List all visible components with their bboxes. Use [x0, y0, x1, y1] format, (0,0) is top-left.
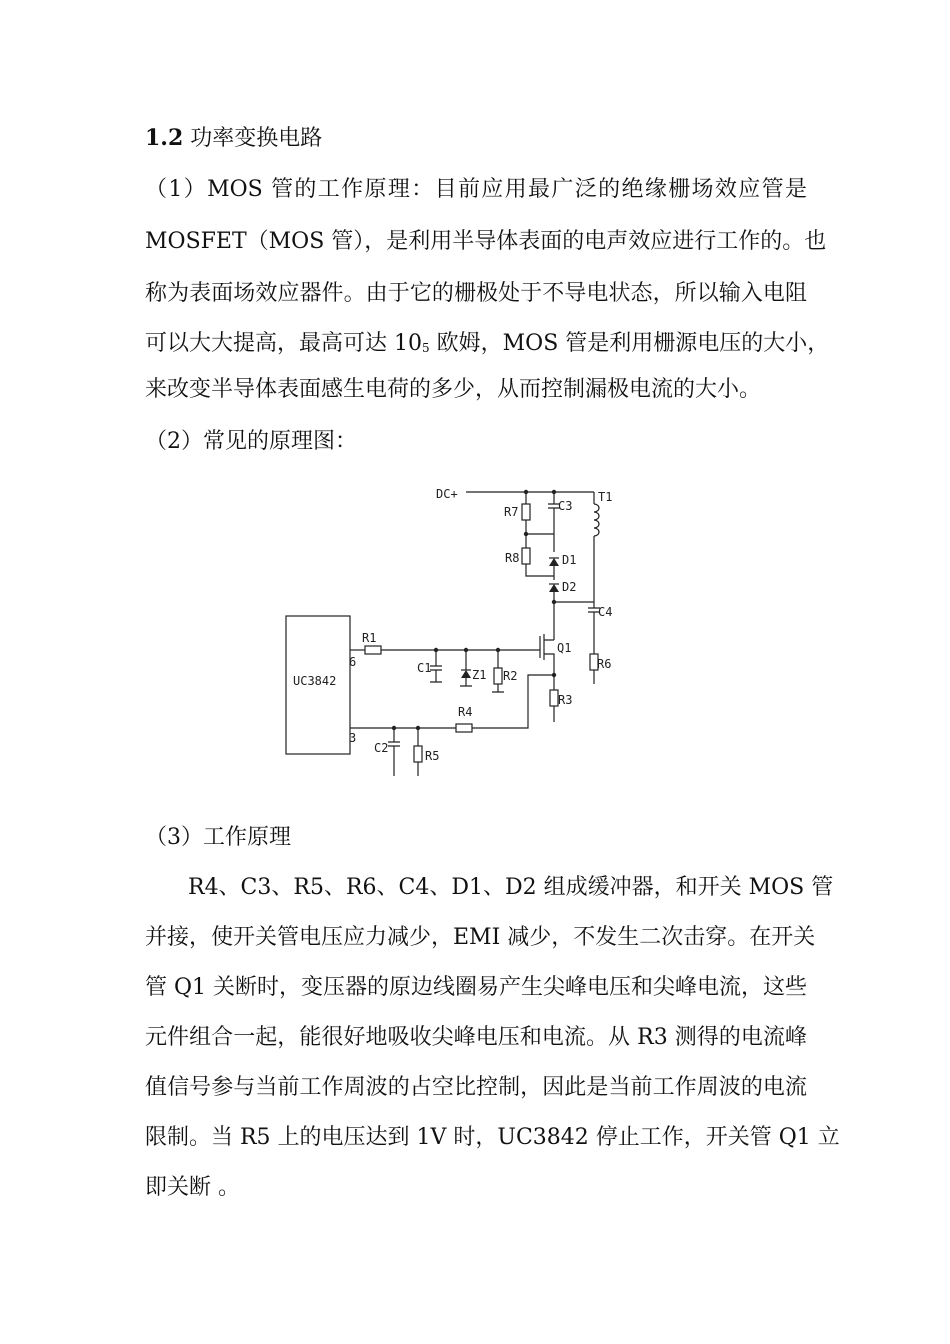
label-dc: DC+ — [436, 487, 458, 501]
c1-capacitor — [430, 666, 442, 670]
label-r1: R1 — [362, 631, 377, 645]
section-number: 1.2 — [145, 125, 184, 151]
label-ic: UC3842 — [293, 674, 337, 688]
label-pin6: 6 — [349, 655, 357, 669]
r1-resistor — [365, 646, 381, 654]
z1-zener — [461, 670, 471, 678]
label-r5: R5 — [425, 749, 440, 763]
t1-inductor — [594, 504, 599, 536]
label-r8: R8 — [505, 551, 520, 565]
q1-mosfet — [540, 634, 554, 670]
label-q1: Q1 — [557, 641, 572, 655]
label-r4: R4 — [458, 705, 473, 719]
paragraph1-line-4 — [145, 330, 830, 362]
r7-resistor — [522, 504, 530, 520]
paragraph3-line-1: R4、C3、R5、R6、C4、D1、D2 组成缓冲器，和开关 MOS 管 — [188, 875, 834, 900]
label-c4: C4 — [598, 605, 613, 619]
label-r7: R7 — [504, 505, 519, 519]
r3-resistor — [550, 690, 558, 706]
paragraph1-line-2: MOSFET（MOS 管），是利用半导体表面的电声效应进行工作的。也 — [145, 229, 827, 254]
r8-resistor — [522, 548, 530, 564]
label-t1: T1 — [598, 490, 613, 504]
section-heading — [145, 124, 322, 153]
paragraph1-line-4-start: 可以大大提高，最高可达 10 — [145, 331, 422, 356]
r2-resistor — [494, 668, 502, 684]
subheading-3: （3）工作原理 — [145, 825, 291, 850]
label-r2: R2 — [503, 669, 518, 683]
c2-capacitor — [388, 742, 400, 746]
paragraph1-line-1: （1）MOS 管的工作原理：目前应用最广泛的绝缘栅场效应管是 — [145, 177, 807, 202]
paragraph1-line-5: 来改变半导体表面感生电荷的多少，从而控制漏极电流的大小。 — [145, 377, 762, 402]
exponent: 5 — [422, 341, 430, 355]
r5-resistor — [414, 746, 422, 762]
label-z1: Z1 — [472, 668, 487, 682]
paragraph3-line-4: 元件组合一起，能很好地吸收尖峰电压和电流。从 R3 测得的电流峰 — [145, 1025, 807, 1050]
paragraph1-line-4-end: 欧姆，MOS 管是利用栅源电压的大小， — [429, 331, 830, 356]
label-r6: R6 — [597, 657, 612, 671]
label-pin3: 3 — [349, 731, 357, 745]
section-title: 功率变换电路 — [190, 126, 323, 151]
d1-diode — [549, 558, 559, 566]
label-d2: D2 — [562, 580, 577, 594]
paragraph3-line-7: 即关断 。 — [145, 1175, 240, 1200]
label-c1: C1 — [417, 661, 432, 675]
r4-resistor — [456, 724, 472, 732]
paragraph3-line-5: 值信号参与当前工作周波的占空比控制，因此是当前工作周波的电流 — [145, 1075, 807, 1100]
label-r3: R3 — [558, 693, 573, 707]
paragraph3-line-2: 并接，使开关管电压应力减少，EMI 减少，不发生二次击穿。在开关 — [145, 925, 816, 950]
paragraph1-line-3: 称为表面场效应器件。由于它的栅极处于不导电状态，所以输入电阻 — [145, 281, 807, 306]
paragraph3-line-6: 限制。当 R5 上的电压达到 1V 时，UC3842 停止工作，开关管 Q1 立 — [145, 1125, 840, 1150]
paragraph3-line-3: 管 Q1 关断时，变压器的原边线圈易产生尖峰电压和尖峰电流，这些 — [145, 975, 808, 1000]
label-d1: D1 — [562, 553, 577, 567]
circuit-schematic — [0, 470, 950, 810]
d2-diode — [549, 584, 559, 592]
label-c2: C2 — [374, 741, 389, 755]
label-c3: C3 — [558, 499, 573, 513]
subheading-2: （2）常见的原理图： — [145, 429, 357, 454]
